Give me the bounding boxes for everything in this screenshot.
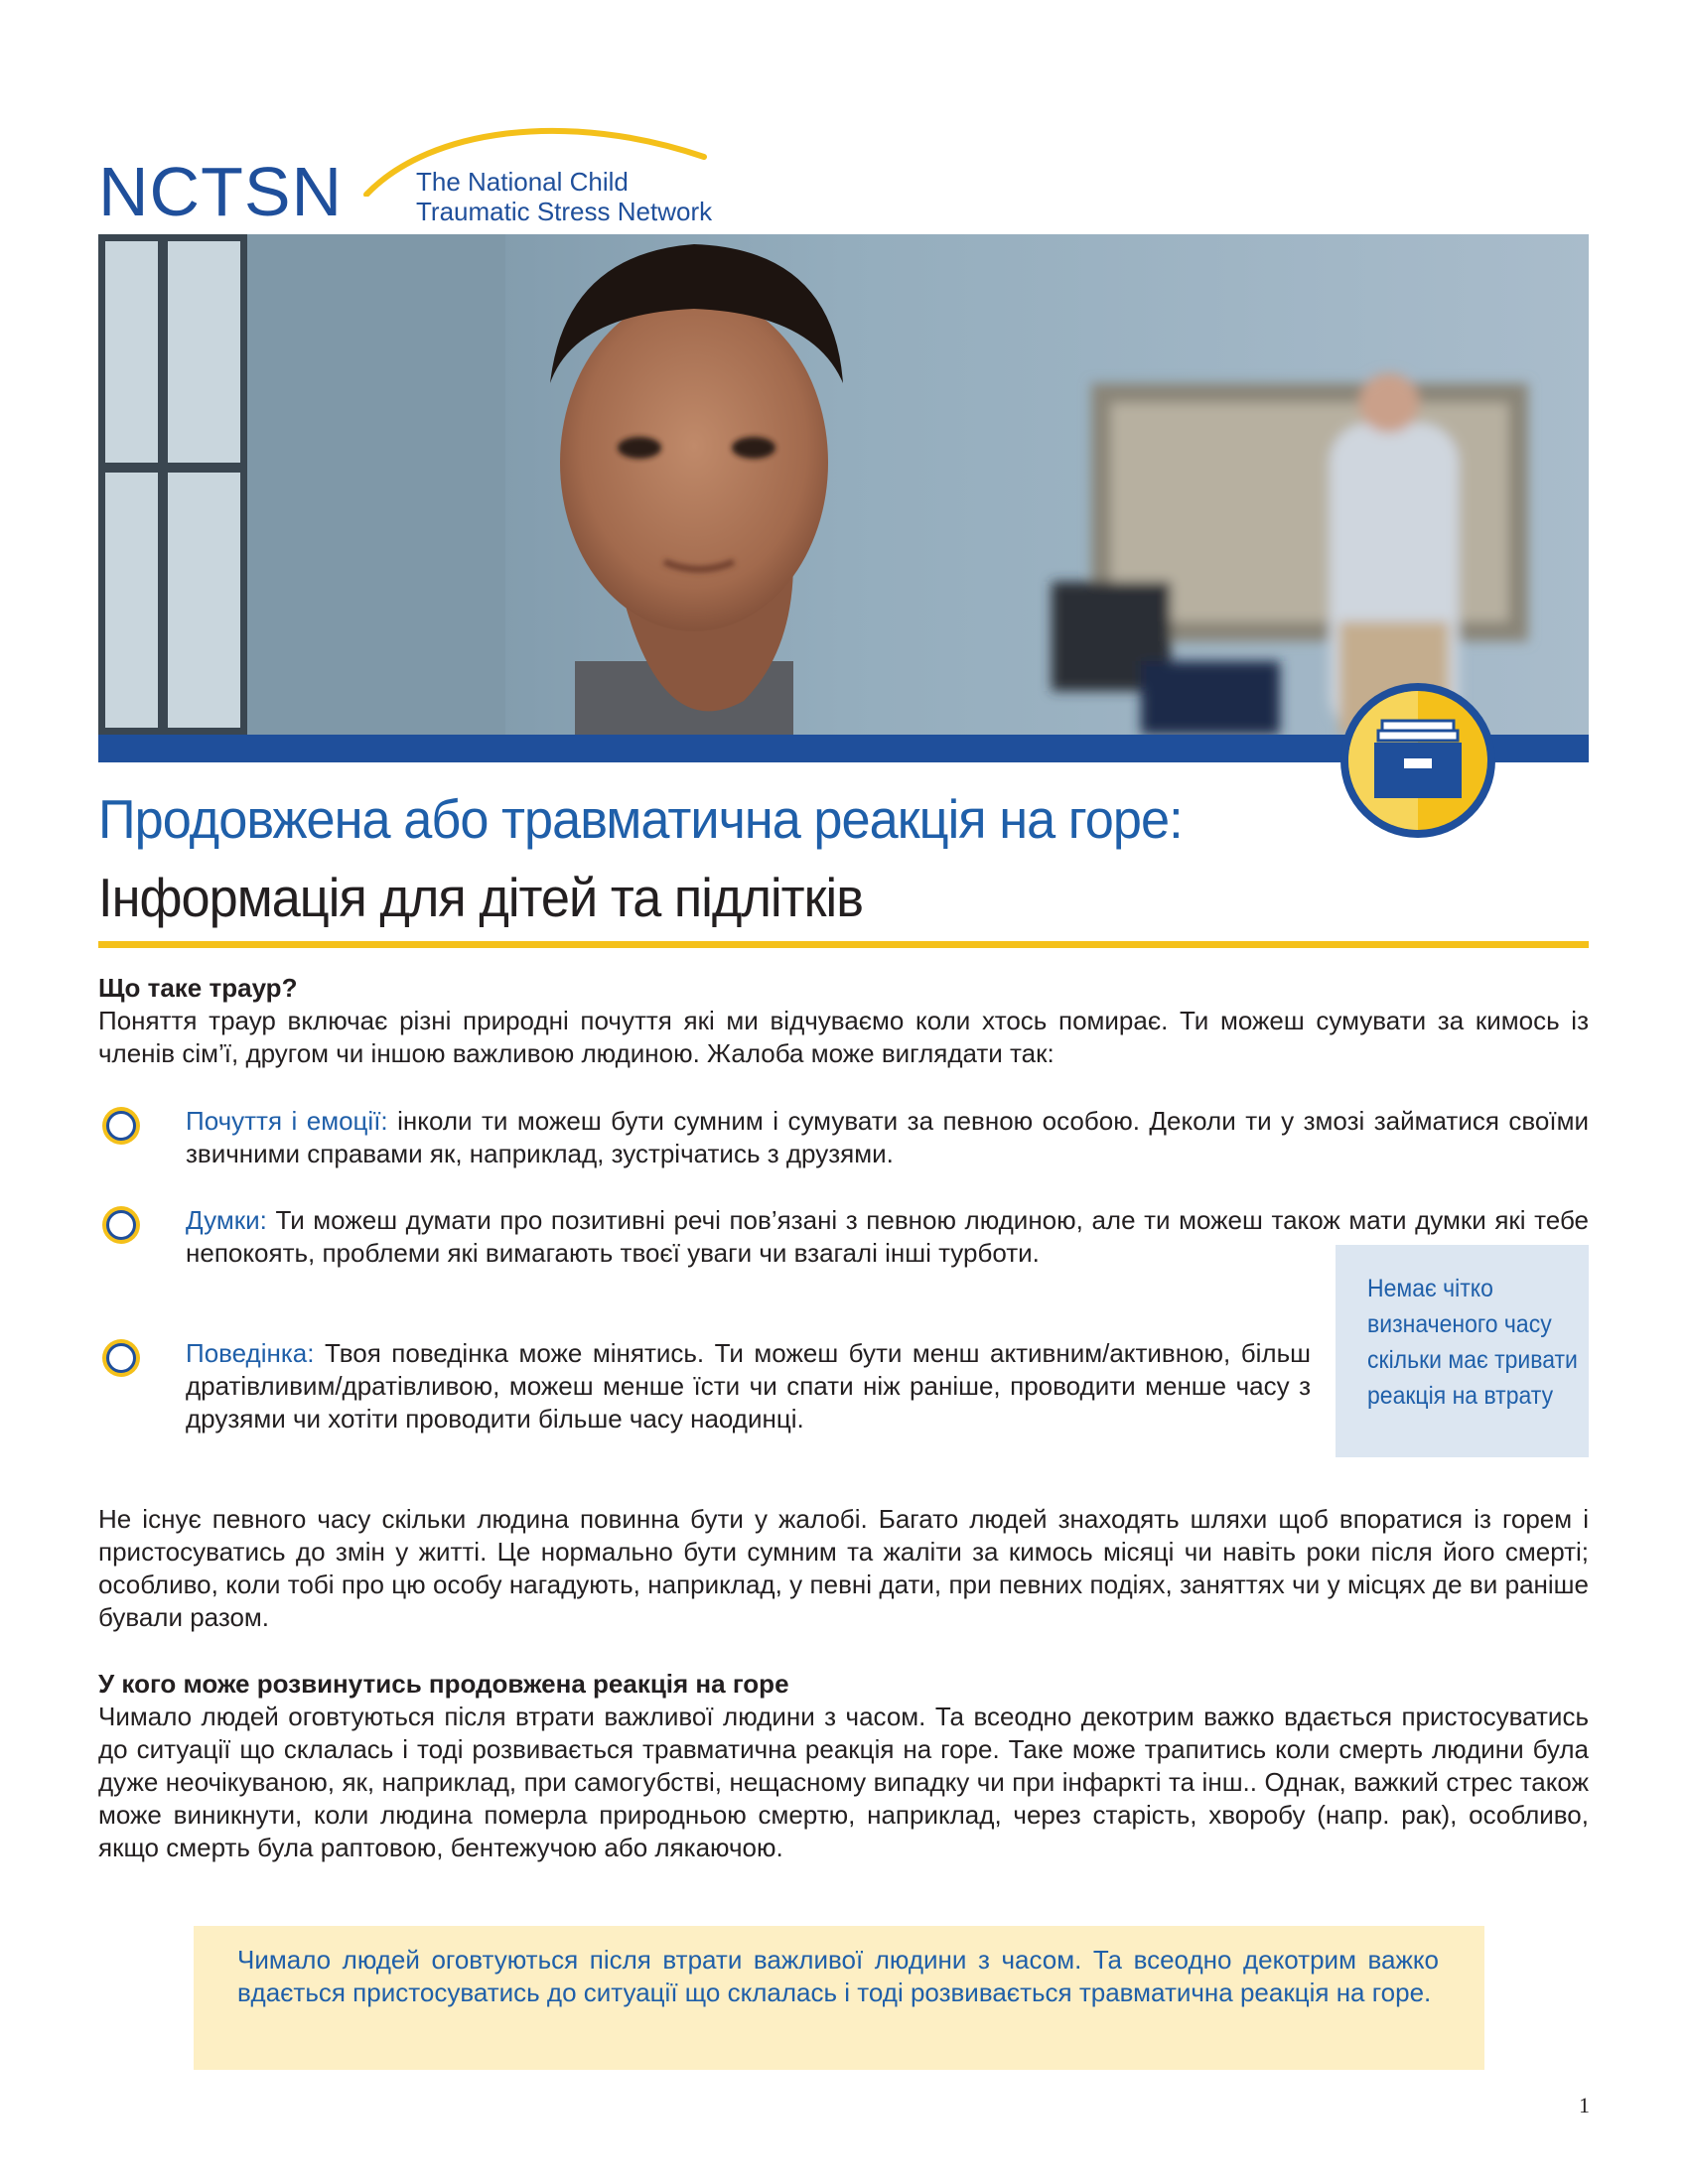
bullet-body: Ти можеш думати про позитивні речі пов’язані з певною людиною, але ти можеш також мати думки які тебе непокоять, проблеми які вимагають твоєї уваги чи взагалі інші турботи. [186,1205,1589,1268]
section-body-grief: Поняття траур включає різні природні почуття які ми відчуваємо коли хтось помирає. Ти можеш сумувати за кимось із членів сім’ї, другом чи іншою важливою людиною. Жалоба може виглядати так: [98,1006,1589,1068]
section-body-prolonged-grief: Чимало людей оговтуються після втрати важливої людини з часом. Та всеодно декотрим важко вдається пристосуватись до ситуації що склалась і тоді розвивається травматична реакція на горе. Таке може трапитись коли смерть людини була дуже неочікуваною, як, наприклад, при самогубстві, нещасному випадку чи при інфаркті та інш.. Однак, важкий стрес також може виникнути, коли людина померла природньою смертю, наприклад, через старість, хворобу (напр. рак), особливо, якщо смерть була раптовою, бентежучою або лякаючою. [98,1702,1589,1862]
title-underline [98,941,1589,948]
bullet-lead: Думки: [186,1205,267,1235]
callout-text: Чимало людей оговтуються після втрати важливої людини з часом. Та всеодно декотрим важко вдається пристосуватись до ситуації що склалась і тоді розвивається травматична реакція на горе. [237,1945,1439,2007]
bullet-behavior [98,1337,1311,1435]
bullet-body: інколи ти можеш бути сумним і сумувати за певною особою. Деколи ти у змозі займатися своїми звичними справами як, наприклад, зустрічатись з друзями. [186,1106,1590,1168]
page-subtitle: Інформація для дітей та підлітків [98,867,864,928]
circle-bullet-icon [102,1107,140,1145]
hero-photo [98,234,1589,735]
section-heading-grief: Що таке траур? [98,973,298,1003]
logo-organization-name [416,167,712,226]
page-title: Продовжена або травматична реакція на горе: [98,788,1183,850]
section-heading-prolonged-grief: У кого може розвинутись продовжена реакція на горе [98,1669,789,1699]
highlight-callout [194,1926,1484,2070]
sidebar-text: Немає чітко визначеного часу скільки має тривати реакція на втрату [1367,1275,1578,1410]
file-box-icon [1338,681,1497,840]
hero-illustration [98,234,1589,735]
logo-name-line1: The National Child [416,167,629,197]
bullet-text [186,1105,1589,1170]
bullet-text [186,1337,1311,1435]
section-closing-paragraph: Не існує певного часу скільки людина повинна бути у жалобі. Багато людей знаходять шляхи щоб впоратися із горем і пристосуватись до змін у житті. Це нормально бути сумним та жаліти за кимось місяці чи навіть роки після його смерті; особливо, коли тобі про цю особу нагадують, наприклад, у певні дати, при певних подіях, заняттях чи у місцях де ви раніше бували разом. [98,1504,1589,1632]
bullet-lead: Поведінка: [186,1338,315,1368]
bullet-lead: Почуття і емоції: [186,1106,388,1136]
circle-bullet-icon [102,1339,140,1377]
nctsn-logo [98,117,774,236]
circle-bullet-icon [102,1206,140,1244]
logo-acronym: NCTSN [98,153,344,230]
bullet-feelings [98,1105,1589,1170]
sidebar-callout [1336,1245,1589,1457]
bullet-body: Твоя поведінка може мінятись. Ти можеш бути менш активним/активною, більш дратівливим/дратівливою, можеш менше їсти чи спати ніж раніше, проводити менше часу з друзями чи хотіти проводити більше часу наодинці. [186,1338,1311,1433]
page-number: 1 [1579,2093,1590,2117]
bullet-thoughts [98,1204,1589,1270]
logo-name-line2: Traumatic Stress Network [416,197,713,226]
